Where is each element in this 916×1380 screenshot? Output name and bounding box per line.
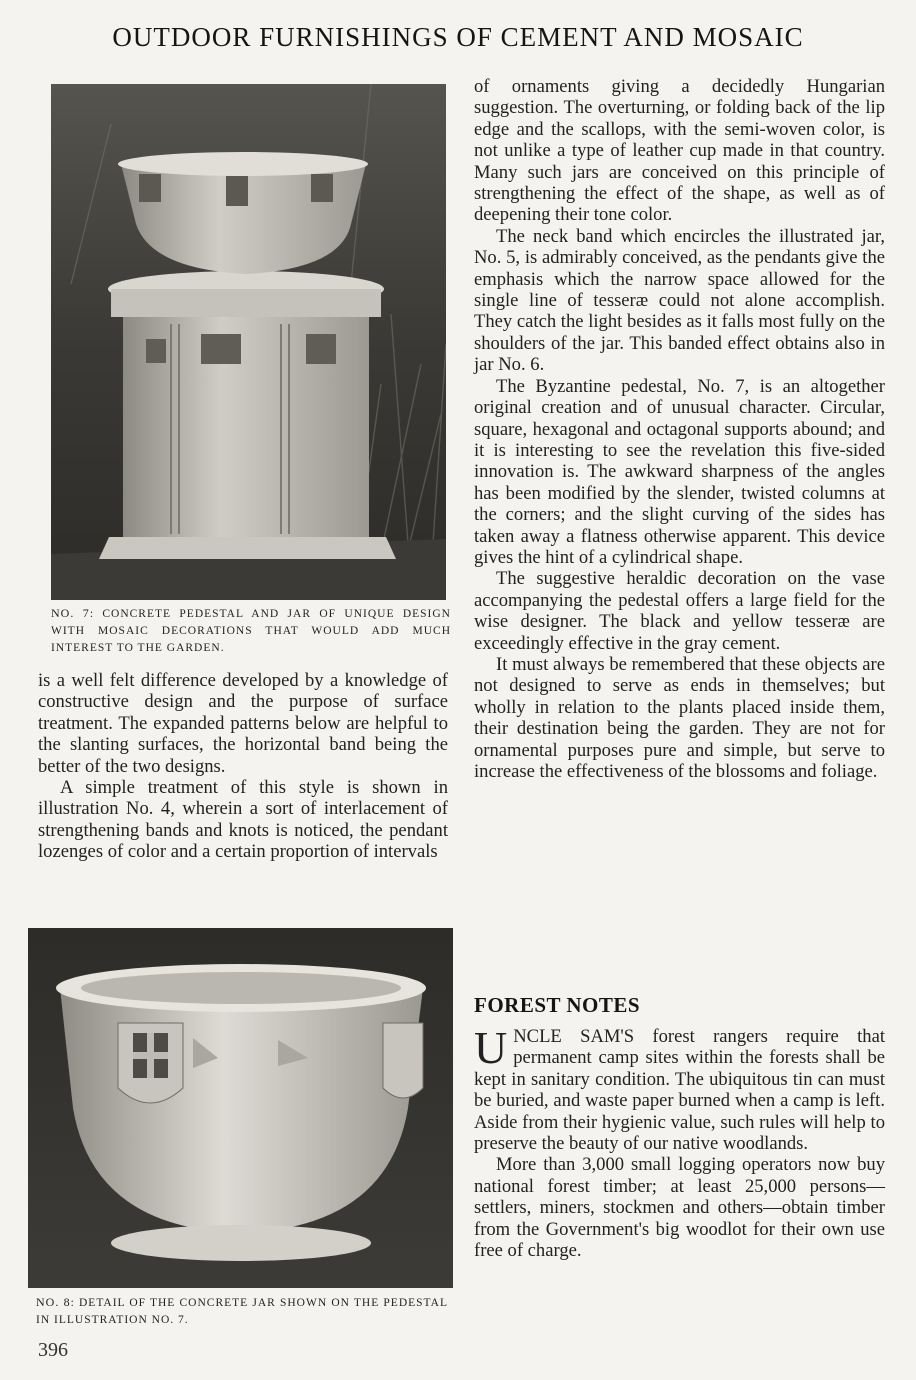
forest-paragraph-1 [474,1022,885,1155]
right-paragraph-2: The neck band which encircles the illustrated jar, No. 5, is admirably conceived, as the pendants give the emphasis which the narrow space allowed for the single line of tesseræ could not alone accomplish. They catch the light besides as it falls most fully on the shoulders of the jar. This banded effect obtains also in jar No. 6. [474,225,885,376]
pedestal-jar-image [51,84,446,600]
right-paragraph-1: of ornaments giving a decidedly Hungarian suggestion. The overturning, or folding back of the lip edge and the scallops, with the semi-woven color, is not unlike a type of leather cup made in that country. Many such jars are conceived on this principle of strengthening the effect of the shape, as well as of deepening their tone color. [474,76,885,226]
forest-notes-text [474,1022,885,1262]
right-column-text [474,76,885,782]
right-paragraph-4: The suggestive heraldic decoration on the vase accompanying the pedestal offers a large field for the wise designer. The black and yellow tesseræ are exceedingly effective in the gray cement. [474,568,885,654]
left-paragraph-1: is a well felt difference developed by a knowledge of constructive design and the purpose of surface treatment. The expanded patterns below are helpful to the slanting surfaces, the horizontal band being the better of the two designs. [38,670,448,777]
left-column-text [38,670,448,863]
jar-detail-image [28,928,453,1288]
figure-8-photo [28,928,453,1288]
forest-notes-title: FOREST NOTES [474,993,641,1017]
figure-7-caption [51,605,451,657]
figure-8-number: NO. 8 [36,1295,71,1309]
forest-paragraph-2: More than 3,000 small logging operators now buy national forest timber; at least 25,000 persons—settlers, miners, stockmen and others—obtain timber from the Government's big woodlot for their own use free of charge. [474,1154,885,1262]
figure-7-caption-text: : CONCRETE PEDESTAL AND JAR OF UNIQUE DESIGN WITH MOSAIC DECORATIONS THAT WOULD ADD MUCH INTEREST TO THE GARDEN. [51,608,451,654]
page-title: OUTDOOR FURNISHINGS OF CEMENT AND MOSAIC [112,22,804,52]
right-paragraph-5: It must always be remembered that these objects are not designed to serve as ends in themselves; but wholly in relation to the plants placed inside them, their destination being the garden. They are not for ornamental purposes pure and simple, but serve to increase the effectiveness of the blossoms and foliage. [474,653,885,782]
figure-7-photo [51,84,446,600]
right-paragraph-3: The Byzantine pedestal, No. 7, is an altogether original creation and of unusual character. Circular, square, hexagonal and octagonal supports abound; and it is interesting to see the revelation this five-sided innovation is. The awkward sharpness of the angles has been modified by the slender, twisted columns at the corners; and the slight curving of the sides has taken away a flatness otherwise apparent. This device gives the hint of a cylindrical shape. [474,375,885,568]
left-paragraph-2: A simple treatment of this style is shown in illustration No. 4, wherein a sort of interlacement of strengthening bands and knots is noticed, the pendant lozenges of color and a certain proportion of intervals [38,777,448,863]
figure-7-number: NO. 7 [51,606,90,620]
drop-cap: U [474,1022,508,1073]
page-number: 396 [38,1339,68,1361]
figure-8-caption [36,1294,448,1329]
figure-8-caption-text: : DETAIL OF THE CONCRETE JAR SHOWN ON THE PEDESTAL IN ILLUSTRATION NO. 7. [36,1297,448,1326]
forest-paragraph-1-text: NCLE SAM'S forest rangers require that permanent camp sites within the forests shall be kept in sanitary condition. The ubiquitous tin can must be buried, and waste paper burned when a camp is left. Aside from their hygienic value, such rules will help to preserve the beauty of our native woodlands. [474,1026,885,1155]
